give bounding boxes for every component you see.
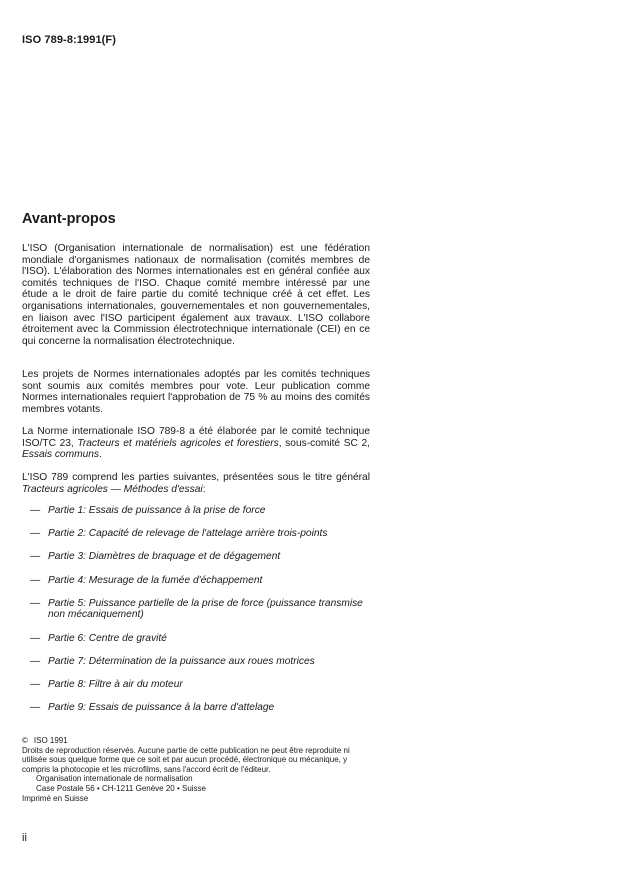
- p3-text-c: , sous-comité SC 2,: [278, 437, 370, 449]
- foreword-paragraph-1: L'ISO (Organisation internationale de normalisation) est une fédération mondiale d'organismes nationaux de normalisation (comités membres de l'ISO). L'élaboration des Normes internationales est en général confiée aux comités techniques de l'ISO. Chaque comité membre intéressé par une étude a le droit de faire partie du comité technique créé à cet effet. Les organisations internationales, gouvernementales et non gouvernementales, en liaison avec l'ISO participent également aux travaux. L'ISO collabore étroitement avec la Commission électrotechnique internationale (CEI) en ce qui concerne la normalisation électrotechnique.: [22, 243, 370, 347]
- list-dash: —: [30, 702, 41, 714]
- p4-text-c: :: [202, 483, 206, 495]
- list-dash: —: [30, 678, 41, 690]
- p4-general-title: Tracteurs agricoles — Méthodes d'essai: [22, 483, 203, 495]
- list-item-text: Partie 1: Essais de puissance à la prise de force: [48, 505, 266, 516]
- list-item: [22, 633, 382, 645]
- p3-text-e: .: [99, 449, 102, 461]
- copyright-line: [22, 736, 374, 746]
- list-item: [22, 505, 382, 517]
- list-item-text: Partie 4: Mesurage de la fumée d'échappement: [48, 574, 263, 586]
- page-number: ii: [22, 832, 27, 844]
- list-dash: —: [30, 551, 41, 563]
- list-item-text: Partie 5: Puissance partielle de la prise de force (puissance transmise non mécaniquement): [48, 597, 363, 621]
- list-dash: —: [30, 574, 41, 586]
- p3-text-a: La Norme internationale ISO 789-8 a été élaborée par le comité technique ISO/TC 23,: [22, 426, 370, 449]
- p4-text-a: L'ISO 789 comprend les parties suivantes, présentées sous le titre général: [22, 472, 370, 483]
- foreword-paragraph-2: Les projets de Normes internationales adoptés par les comités techniques sont soumis aux comités membres pour vote. Leur publication comme Normes internationales requiert l'approbation de 75 % au moins des comités membres votants.: [22, 369, 370, 415]
- list-item-text: Partie 7: Détermination de la puissance aux roues motrices: [48, 655, 315, 667]
- list-item: [22, 679, 382, 691]
- list-item-text: Partie 2: Capacité de relevage de l'attelage arrière trois-points: [48, 528, 328, 540]
- copyright-symbol: ©: [22, 736, 28, 745]
- list-item: [22, 575, 382, 587]
- foreword-paragraph-4: [22, 472, 370, 495]
- list-item: [22, 702, 382, 714]
- p3-committee-title: Tracteurs et matériels agricoles et forestiers: [77, 437, 279, 449]
- printed-in: Imprimé en Suisse: [22, 793, 89, 803]
- publisher-address: Case Postale 56 • CH-1211 Genève 20 • Suisse: [36, 783, 206, 793]
- copyright-year: ISO 1991: [33, 736, 68, 745]
- list-item: [22, 528, 382, 540]
- foreword-paragraph-3: [22, 426, 370, 461]
- list-item-text: Partie 3: Diamètres de braquage et de dégagement: [48, 551, 281, 563]
- section-title: Avant-propos: [22, 211, 116, 227]
- list-item: [22, 551, 382, 563]
- list-dash: —: [30, 597, 41, 609]
- document-id-header: ISO 789-8:1991(F): [22, 34, 117, 46]
- list-dash: —: [30, 505, 41, 516]
- copyright-block: [22, 736, 374, 803]
- list-dash: —: [30, 528, 41, 540]
- copyright-notice: Droits de reproduction réservés. Aucune partie de cette publication ne peut être reproduite ni utilisée sous quelque forme que ce soit et par aucun procédé, électronique ou mécanique, y compris la photocopie et les microfilms, sans l'accord écrit de l'éditeur.: [22, 745, 350, 774]
- list-dash: —: [30, 655, 41, 667]
- list-item-text: Partie 9: Essais de puissance à la barre d'attelage: [48, 702, 275, 714]
- list-item-text: Partie 8: Filtre à air du moteur: [48, 678, 183, 690]
- list-item: [22, 656, 382, 668]
- list-item-text: Partie 6: Centre de gravité: [48, 632, 167, 644]
- parts-list: [22, 505, 382, 714]
- list-item: [22, 598, 382, 621]
- publisher-name: Organisation internationale de normalisation: [36, 774, 193, 784]
- p3-subcommittee-title: Essais communs: [22, 449, 99, 461]
- list-dash: —: [30, 632, 41, 644]
